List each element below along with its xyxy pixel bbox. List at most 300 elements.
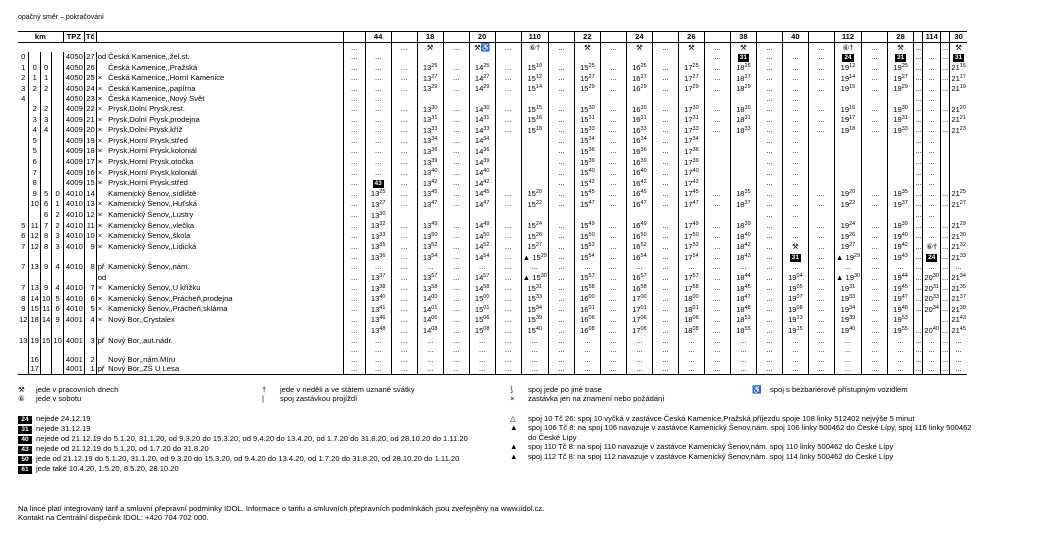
tpz-cell: 4009 <box>63 157 84 168</box>
legend-symbol: † <box>262 385 267 394</box>
legend-item <box>262 394 482 403</box>
dots-cell <box>600 210 626 221</box>
time-cell: ... <box>782 188 808 199</box>
header-train: 114 <box>923 32 941 43</box>
dots-cell: ... <box>652 314 678 325</box>
dots-cell: ... <box>808 83 834 94</box>
tc-cell: 2 <box>84 355 96 365</box>
header-train: 18 <box>417 32 443 43</box>
dots-cell: ... <box>600 73 626 84</box>
dots-cell: ... <box>942 325 949 335</box>
dots-cell <box>548 52 574 62</box>
dots-cell: ... <box>495 345 521 355</box>
stop-name: Prysk,Horní Prysk,koloniál <box>107 146 343 157</box>
time-cell: $13^{37}$ <box>365 272 391 283</box>
time-cell: $16^{25}$ <box>626 62 652 73</box>
time-cell: ... <box>574 262 600 272</box>
footer-contact-text: Kontakt na Centrální dispečink IDOL: +420 704 702 000. <box>18 513 209 523</box>
km-cell: 12 <box>30 231 39 241</box>
tpz-cell: 4001 <box>63 364 84 374</box>
time-cell: $15^{36}$ <box>574 146 600 157</box>
dots-cell: ... <box>942 199 949 209</box>
dots-cell: ... <box>391 83 417 94</box>
time-cell: $21^{43}$ <box>951 315 966 325</box>
dots-cell: ... <box>600 188 626 199</box>
code-badge: 31 <box>791 254 799 262</box>
time-cell: $16^{06}$ <box>574 314 600 325</box>
table-row <box>18 73 967 84</box>
time-cell <box>730 157 756 168</box>
dots-cell <box>808 146 834 157</box>
km-cell <box>40 252 51 263</box>
dots-cell: ... <box>443 199 469 210</box>
dots-cell: ... <box>343 345 365 355</box>
legend-code-item <box>18 454 496 464</box>
code-badge: 24 <box>18 416 32 424</box>
dots-cell: ... <box>495 293 521 304</box>
time-cell: ... <box>782 135 808 146</box>
time-cell: ... <box>365 73 391 84</box>
time-cell: $19^{53}$ <box>888 314 914 325</box>
stop-name: Česká Kamenice,,žel.st. <box>107 52 343 62</box>
time-cell: ... <box>923 178 941 189</box>
dots-cell: ... <box>652 167 678 178</box>
bottom-border <box>18 375 967 385</box>
dots-cell: ... <box>942 241 949 251</box>
dots-cell: ... <box>600 345 626 355</box>
km-cell: 18 <box>30 314 39 324</box>
dots-cell: ... <box>391 364 417 374</box>
time-cell: $16^{01}$ <box>574 304 600 315</box>
km-cell <box>52 135 63 146</box>
time-cell: $19^{25}$ <box>888 62 914 73</box>
dots-cell: ... <box>756 293 782 304</box>
time-cell: $13^{31}$ <box>417 114 443 125</box>
time-cell: $13^{54}$ <box>417 252 443 263</box>
dots-cell: ... <box>495 114 521 125</box>
dots-cell <box>808 167 834 178</box>
time-cell: $15^{08}$ <box>469 325 495 336</box>
km-cell: 8 <box>40 231 51 242</box>
dots-cell: ... <box>704 241 730 252</box>
km-cell: 15 <box>30 304 39 314</box>
time-cell: ⑥† <box>923 241 941 252</box>
dots-cell <box>495 135 521 146</box>
dots-cell: ... <box>862 314 888 325</box>
time-cell: $14^{42}$ <box>469 178 495 189</box>
flag-cell: × <box>97 167 103 177</box>
legend-symbol: ⟆ <box>510 385 513 394</box>
time-cell: $15^{40}$ <box>574 167 600 178</box>
table-row <box>18 304 967 315</box>
time-cell: ... <box>923 157 941 168</box>
time-cell: $16^{36}$ <box>626 146 652 157</box>
time-cell: $14^{58}$ <box>469 283 495 294</box>
legend-code-text: nejede 31.12.19 <box>36 424 91 433</box>
time-cell: ... <box>417 262 443 272</box>
km-cell <box>52 355 63 365</box>
time-cell: $19^{08}$ <box>782 304 808 315</box>
time-cell: $14^{29}$ <box>469 83 495 94</box>
dots-cell: ... <box>915 262 922 272</box>
code-badge: 31 <box>739 54 747 62</box>
dots-cell: ... <box>343 336 365 346</box>
dots-cell: ... <box>915 125 922 135</box>
dots-cell: ... <box>343 52 365 62</box>
dots-cell: ... <box>756 345 782 355</box>
dots-cell: ... <box>808 52 834 62</box>
time-cell: ... <box>834 355 861 365</box>
time-cell: $17^{40}$ <box>678 167 704 178</box>
time-cell <box>782 252 808 263</box>
time-cell: $15^{20}$ <box>521 188 548 199</box>
time-cell: $13^{27}$ <box>417 73 443 84</box>
time-cell: $13^{48}$ <box>365 325 391 336</box>
time-cell: ... <box>923 135 941 146</box>
time-cell <box>678 210 704 221</box>
dots-cell: ... <box>343 355 365 365</box>
km-cell: 6 <box>29 157 40 168</box>
dots-cell: ... <box>600 42 626 52</box>
dots-cell: ... <box>343 135 365 146</box>
legend-code-item <box>18 434 496 444</box>
dots-cell <box>652 94 678 104</box>
dots-cell: ... <box>600 167 626 178</box>
time-cell: $17^{29}$ <box>678 83 704 94</box>
dots-cell: ... <box>343 104 365 115</box>
km-cell <box>52 272 63 283</box>
dots-cell: ... <box>915 157 922 167</box>
tc-cell: 12 <box>86 210 95 219</box>
time-cell: $21^{35}$ <box>951 283 966 293</box>
time-cell: ... <box>782 125 808 136</box>
dots-cell: ... <box>808 220 834 231</box>
dots-cell: ... <box>862 42 888 52</box>
time-cell: ... <box>365 262 391 272</box>
legend-code-item <box>18 424 496 434</box>
tc-cell: 25 <box>86 73 95 83</box>
dots-cell: ... <box>942 262 949 272</box>
header-spacer <box>704 32 730 43</box>
table-row <box>18 94 967 104</box>
dots-cell: ... <box>443 73 469 84</box>
time-cell: ... <box>888 345 914 355</box>
legend-codes <box>18 414 496 474</box>
dots-cell: ... <box>915 364 922 374</box>
dots-cell: ... <box>862 73 888 84</box>
dots-cell: ... <box>443 252 469 263</box>
time-cell: $15^{33}$ <box>574 125 600 136</box>
time-cell: $15^{47}$ <box>574 199 600 210</box>
time-cell: ... <box>678 345 704 355</box>
dots-cell: ... <box>391 336 417 346</box>
dots-cell: ... <box>600 325 626 336</box>
time-cell: $18^{01}$ <box>678 304 704 315</box>
dots-cell: ... <box>862 114 888 125</box>
dots-cell: ... <box>343 73 365 84</box>
stop-name: Kamenický Šenov,,Huťská <box>107 199 343 210</box>
dots-cell: ... <box>756 210 782 221</box>
time-cell: $19^{31}$ <box>888 114 914 125</box>
header-spacer <box>343 32 365 43</box>
symbols-blank <box>18 42 343 52</box>
time-cell: $16^{57}$ <box>626 272 652 283</box>
dots-cell: ... <box>862 325 888 336</box>
time-cell: $19^{40}$ <box>834 325 861 336</box>
dots-cell: ... <box>756 304 782 315</box>
time-cell: $13^{36}$ <box>365 252 391 263</box>
flag-cell: × <box>97 178 103 188</box>
dots-cell: ... <box>443 83 469 94</box>
tc-cell: 27 <box>86 52 95 62</box>
time-cell: ... <box>782 94 808 104</box>
km-cell <box>18 167 29 178</box>
km-cell: 9 <box>52 314 63 325</box>
time-cell: $21^{25}$ <box>951 189 966 199</box>
time-cell: ... <box>417 364 443 374</box>
time-cell: $17^{08}$ <box>626 325 652 336</box>
header-train: 24 <box>626 32 652 43</box>
time-cell: ... <box>923 167 941 178</box>
tpz-cell: 4050 <box>63 94 84 104</box>
dots-cell: ... <box>495 304 521 315</box>
time-cell: $16^{39}$ <box>626 157 652 168</box>
time-cell: $18^{40}$ <box>730 231 756 242</box>
km-cell: 2 <box>18 73 29 84</box>
dots-cell: ... <box>915 199 922 209</box>
time-cell: ... <box>888 262 914 272</box>
legend-text: spoj s bezbariérově přístupným vozidlem <box>770 385 908 394</box>
time-cell: $15^{58}$ <box>574 283 600 294</box>
time-cell: $13^{52}$ <box>417 241 443 252</box>
time-cell: $15^{18}$ <box>521 125 548 136</box>
time-cell: $19^{17}$ <box>834 114 861 125</box>
time-cell <box>923 252 941 263</box>
time-cell <box>521 157 548 168</box>
time-cell: ... <box>782 231 808 242</box>
dots-cell: ... <box>808 355 834 365</box>
dots-cell: ... <box>942 42 949 52</box>
time-cell: ... <box>950 336 967 346</box>
km-cell: 3 <box>52 231 63 242</box>
dots-cell: ... <box>704 314 730 325</box>
km-cell: 14 <box>30 293 39 303</box>
km-cell <box>40 364 51 374</box>
time-cell <box>834 210 861 221</box>
dots-cell: ... <box>862 188 888 199</box>
time-cell: $14^{57}$ <box>469 272 495 283</box>
time-cell: $16^{31}$ <box>626 114 652 125</box>
time-cell: $14^{50}$ <box>469 231 495 242</box>
time-cell: $13^{40}$ <box>417 167 443 178</box>
dots-cell: ... <box>443 135 469 146</box>
km-cell: 10 <box>41 293 51 303</box>
dots-cell: ... <box>548 125 574 136</box>
time-cell: ... <box>730 364 756 374</box>
dots-cell: ... <box>391 146 417 157</box>
dots-cell: ... <box>391 104 417 115</box>
dots-cell: ... <box>704 252 730 263</box>
table-row <box>18 52 967 62</box>
dots-cell: ... <box>343 262 365 272</box>
time-cell: $15^{39}$ <box>574 157 600 168</box>
time-cell: $17^{42}$ <box>678 178 704 189</box>
dots-cell: ... <box>495 188 521 199</box>
dots-cell: ... <box>600 114 626 125</box>
dots-cell: ... <box>862 355 888 365</box>
km-cell: 8 <box>40 241 51 252</box>
dots-cell <box>704 146 730 157</box>
time-cell: $19^{20}$ <box>834 188 861 199</box>
km-cell: 6 <box>40 210 51 221</box>
legend-code-text: nejede od 21.12.19 do 5.1.20, 31.1.20, od 9.3.20 do 15.3.20, od 9.4.20 do 13.4.20, od 1.7.20 do 31.8.20, od 28.10.20 do 1.11.20 <box>36 434 468 443</box>
dots-cell: ... <box>443 167 469 178</box>
dots-cell: ... <box>343 231 365 242</box>
dots-cell: ... <box>756 157 782 168</box>
dots-cell <box>808 135 834 146</box>
km-cell <box>18 188 29 199</box>
dots-cell: ... <box>652 345 678 355</box>
dots-cell: ... <box>343 293 365 304</box>
dots-cell: ... <box>756 325 782 336</box>
dots-cell: ... <box>915 272 922 282</box>
time-cell: $19^{27}$ <box>888 73 914 84</box>
dots-cell: ... <box>495 199 521 210</box>
dots-cell: ... <box>495 252 521 263</box>
dots-cell: ... <box>862 199 888 210</box>
time-cell: ... <box>365 52 391 62</box>
km-cell: 16 <box>30 354 39 364</box>
dots-cell: ... <box>808 345 834 355</box>
dots-cell: ... <box>756 252 782 263</box>
time-cell: $19^{07}$ <box>782 293 808 304</box>
tc-cell: 7 <box>84 283 96 294</box>
dots-cell <box>391 94 417 104</box>
time-cell: $20^{30}$ <box>924 273 939 283</box>
km-cell: 6 <box>40 199 51 210</box>
km-cell: 2 <box>29 104 40 115</box>
tpz-cell <box>63 345 84 355</box>
stop-name: Kamenický Šenov,,Lidická <box>107 241 343 252</box>
flag-cell: × <box>97 135 103 145</box>
dots-cell: ... <box>756 283 782 294</box>
tc-cell: 3 <box>84 336 96 346</box>
time-cell: $19^{30}$ <box>888 104 914 115</box>
dots-cell: ... <box>391 231 417 242</box>
time-cell: ... <box>782 364 808 374</box>
legend-text: spoj jede po jiné trase <box>528 385 602 394</box>
symbol-cell: ⚒♿ <box>469 42 495 52</box>
time-cell: ... <box>417 355 443 365</box>
dots-cell: ... <box>600 157 626 168</box>
time-cell: ... <box>782 355 808 365</box>
time-cell: $18^{39}$ <box>730 220 756 231</box>
symbol-cell: ⑥† <box>521 42 548 52</box>
time-cell: $16^{47}$ <box>626 199 652 210</box>
dots-cell: ... <box>391 73 417 84</box>
dots-cell <box>914 314 923 325</box>
time-cell: $16^{49}$ <box>626 220 652 231</box>
dots-cell: ... <box>862 304 888 315</box>
time-cell: ... <box>365 355 391 365</box>
dots-cell: ... <box>443 125 469 136</box>
km-cell: 2 <box>52 210 63 221</box>
tpz-cell: 4001 <box>63 314 84 325</box>
legend-note-text: spoj 112 Tč 8: na spoj 112 navazuje v zastávce Kamenický Šenov,nám. spoj 114 linky 500462 do České Lípy <box>528 451 894 461</box>
dots-cell: ... <box>756 220 782 231</box>
time-cell: $19^{34}$ <box>834 304 861 315</box>
km-cell <box>18 157 29 168</box>
time-cell <box>417 94 443 104</box>
table-row <box>18 104 967 115</box>
dots-cell: ... <box>343 146 365 157</box>
dots-cell: ... <box>652 135 678 146</box>
dots-cell: ... <box>704 125 730 136</box>
km-cell: 5 <box>18 220 29 231</box>
dots-cell: ... <box>915 167 922 177</box>
dots-cell: ... <box>942 364 949 374</box>
symbol-cell: ⚒ <box>730 42 756 52</box>
dots-cell: ... <box>652 364 678 374</box>
dots-cell: ... <box>443 336 469 346</box>
time-cell: $13^{47}$ <box>417 199 443 210</box>
time-cell: ... <box>469 262 495 272</box>
dots-cell: ... <box>756 262 782 272</box>
time-cell: $15^{49}$ <box>574 220 600 231</box>
tc-cell: 16 <box>86 167 95 177</box>
flag-cell: × <box>97 104 103 114</box>
time-cell: $18^{29}$ <box>730 83 756 94</box>
time-cell <box>950 146 967 157</box>
km-cell: 1 <box>52 199 63 210</box>
time-cell <box>950 52 967 62</box>
time-cell <box>521 146 548 157</box>
km-cell <box>52 252 63 263</box>
time-cell: ... <box>365 94 391 104</box>
dots-cell: ... <box>548 272 574 283</box>
time-cell: $18^{48}$ <box>730 304 756 315</box>
legend-item <box>510 385 740 394</box>
km-cell: 4 <box>52 262 63 272</box>
km-cell: 3 <box>52 241 63 252</box>
dots-cell: ... <box>391 355 417 365</box>
time-cell: $15^{45}$ <box>574 188 600 199</box>
km-cell: 7 <box>18 283 29 294</box>
time-cell: $14^{31}$ <box>469 114 495 125</box>
time-cell: $18^{35}$ <box>730 188 756 199</box>
dots-cell: ... <box>343 210 365 221</box>
dots-cell <box>548 210 574 221</box>
time-cell <box>469 94 495 104</box>
header-row <box>18 32 967 43</box>
time-cell: $15^{31}$ <box>521 283 548 294</box>
tc-cell <box>84 272 96 283</box>
dots-cell: ... <box>391 345 417 355</box>
dots-cell: ... <box>808 231 834 242</box>
dots-cell <box>495 167 521 178</box>
time-cell: ... <box>678 355 704 365</box>
dots-cell: ... <box>942 114 949 124</box>
km-cell: 2 <box>29 83 40 94</box>
time-cell: ... <box>923 188 941 199</box>
dots-cell: ... <box>391 293 417 304</box>
dots-cell: ... <box>942 125 949 135</box>
dots-cell: ... <box>652 262 678 272</box>
time-cell: ... <box>626 336 652 346</box>
dots-cell: ... <box>548 252 574 263</box>
table-row <box>18 188 967 199</box>
time-cell <box>521 178 548 189</box>
